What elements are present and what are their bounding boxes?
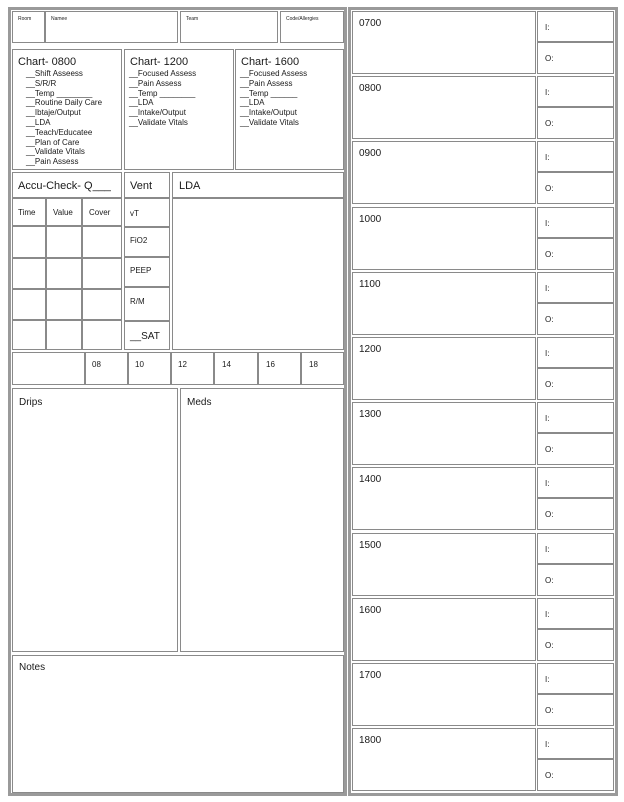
output-cell[interactable]	[537, 42, 614, 74]
time-label: 14	[222, 360, 231, 369]
output-label: O:	[545, 54, 554, 63]
output-cell[interactable]	[537, 759, 614, 791]
output-label: O:	[545, 250, 554, 259]
hour-cell[interactable]	[352, 467, 536, 530]
table-cell[interactable]	[82, 258, 122, 289]
intake-label: I:	[545, 219, 550, 228]
table-cell[interactable]	[82, 320, 122, 350]
time-label: 18	[309, 360, 318, 369]
notes-section[interactable]	[12, 655, 344, 793]
accucheck-title: Accu-Check- Q___	[18, 180, 111, 192]
hour-label: 1500	[359, 540, 382, 551]
hour-label: 1000	[359, 214, 382, 225]
vent-row-fio2[interactable]	[124, 227, 170, 257]
output-label: O:	[545, 184, 554, 193]
time-label: 08	[92, 360, 101, 369]
output-label: O:	[545, 119, 554, 128]
output-label: O:	[545, 380, 554, 389]
accucheck-col-time	[12, 198, 46, 226]
table-cell[interactable]	[12, 320, 46, 350]
checklist-item[interactable]: __Routine Daily Care	[26, 98, 103, 108]
intake-cell[interactable]	[537, 663, 614, 694]
chart-1200-section	[124, 49, 234, 170]
intake-cell[interactable]	[537, 141, 614, 172]
intake-cell[interactable]	[537, 467, 614, 498]
intake-cell[interactable]	[537, 598, 614, 629]
output-cell[interactable]	[537, 498, 614, 530]
vent-label-peep: PEEP	[130, 266, 152, 275]
table-cell[interactable]	[12, 226, 46, 258]
output-label: O:	[545, 576, 554, 585]
checklist-item[interactable]: __Temp ______	[240, 88, 298, 98]
chart-1600-section	[235, 49, 344, 170]
table-cell[interactable]	[12, 258, 46, 289]
table-cell[interactable]	[46, 320, 82, 350]
output-label: O:	[545, 510, 554, 519]
checklist-item[interactable]: __Ibtaje/Output	[26, 108, 81, 118]
checklist-item[interactable]: __Teach/Educatee	[26, 127, 93, 137]
drips-title: Drips	[19, 397, 43, 408]
output-cell[interactable]	[537, 238, 614, 270]
table-cell[interactable]	[82, 289, 122, 320]
table-cell[interactable]	[46, 289, 82, 320]
time-label: 12	[178, 360, 187, 369]
lda-notes-area[interactable]	[172, 198, 344, 350]
intake-cell[interactable]	[537, 728, 614, 759]
checklist-item[interactable]: __Plan of Care	[26, 137, 80, 147]
hour-cell[interactable]	[352, 76, 536, 139]
intake-label: I:	[545, 610, 550, 619]
output-cell[interactable]	[537, 433, 614, 465]
intake-label: I:	[545, 545, 550, 554]
intake-cell[interactable]	[537, 402, 614, 433]
output-cell[interactable]	[537, 303, 614, 335]
hour-label: 1600	[359, 605, 382, 616]
output-label: O:	[545, 706, 554, 715]
intake-cell[interactable]	[537, 337, 614, 368]
checklist-item[interactable]: __LDA	[240, 98, 265, 108]
hour-cell[interactable]	[352, 337, 536, 400]
hour-label: 1200	[359, 344, 382, 355]
hour-label: 0700	[359, 18, 382, 29]
intake-label: I:	[545, 284, 550, 293]
intake-label: I:	[545, 349, 550, 358]
name-label: Namee	[51, 16, 68, 22]
checklist-item[interactable]: __Validate Vitals	[129, 117, 188, 127]
intake-cell[interactable]	[537, 207, 614, 238]
checklist-item[interactable]: __Shift Asseess	[26, 69, 83, 78]
time-cell-18[interactable]	[301, 352, 344, 385]
intake-label: I:	[545, 740, 550, 749]
accucheck-col-cover	[82, 198, 122, 226]
room-field[interactable]	[12, 11, 45, 43]
time-label: 10	[135, 360, 144, 369]
time-cell-14[interactable]	[214, 352, 258, 385]
meds-section[interactable]	[180, 388, 344, 652]
output-cell[interactable]	[537, 694, 614, 726]
hour-cell[interactable]	[352, 728, 536, 791]
output-cell[interactable]	[537, 629, 614, 661]
time-cell-16[interactable]	[258, 352, 301, 385]
meds-title: Meds	[187, 397, 212, 408]
checklist-item[interactable]: __Pain Assess	[26, 157, 79, 167]
output-cell[interactable]	[537, 172, 614, 204]
room-label: Room	[18, 16, 32, 22]
time-cell-10[interactable]	[128, 352, 171, 385]
hour-label: 1700	[359, 670, 382, 681]
hour-cell[interactable]	[352, 11, 536, 74]
vent-label-vt: vT	[130, 209, 139, 218]
checklist-item[interactable]: __Temp ________	[26, 88, 93, 98]
checklist-item[interactable]: __Pain Assess	[240, 78, 293, 88]
table-cell[interactable]	[46, 258, 82, 289]
code-allergies-field[interactable]	[280, 11, 344, 43]
hour-cell[interactable]	[352, 272, 536, 335]
hour-label: 1100	[359, 279, 381, 290]
table-cell[interactable]	[82, 226, 122, 258]
chart-1200-title: Chart- 1200	[130, 56, 189, 68]
intake-label: I:	[545, 23, 550, 32]
table-cell[interactable]	[46, 226, 82, 258]
vent-label-fio2: FiO2	[130, 236, 148, 245]
checklist-item[interactable]: __Validate Vitals	[26, 147, 85, 157]
output-cell[interactable]	[537, 107, 614, 139]
hour-cell[interactable]	[352, 402, 536, 465]
intake-label: I:	[545, 414, 550, 423]
intake-cell[interactable]	[537, 272, 614, 303]
time-cell-12[interactable]	[171, 352, 214, 385]
hour-cell[interactable]	[352, 533, 536, 596]
hour-cell[interactable]	[352, 663, 536, 726]
chart-0800-section	[12, 49, 122, 170]
hour-label: 1300	[359, 409, 382, 420]
checklist-item[interactable]: __S/R/R	[26, 78, 57, 88]
vent-title: Vent	[130, 180, 153, 192]
hour-label: 1400	[359, 474, 382, 485]
intake-cell[interactable]	[537, 76, 614, 107]
accucheck-col-value	[46, 198, 82, 226]
hour-cell[interactable]	[352, 598, 536, 661]
intake-label: I:	[545, 675, 550, 684]
col-header-value: Value	[53, 208, 73, 217]
intake-label: I:	[545, 479, 550, 488]
output-cell[interactable]	[537, 564, 614, 596]
vent-row-rm[interactable]	[124, 287, 170, 321]
lda-header	[172, 172, 344, 198]
checklist-item[interactable]: __Intake/Output	[240, 108, 297, 118]
checklist-item[interactable]: __Pain Assess	[129, 78, 182, 88]
notes-title: Notes	[19, 662, 46, 673]
checklist-item[interactable]: __LDA	[129, 98, 154, 108]
hour-cell[interactable]	[352, 141, 536, 204]
output-label: O:	[545, 315, 554, 324]
checklist-item[interactable]: __Focused Assess	[240, 69, 308, 78]
vent-row-sat[interactable]	[124, 321, 170, 350]
team-field[interactable]	[180, 11, 278, 43]
intake-cell[interactable]	[537, 533, 614, 564]
table-cell[interactable]	[12, 289, 46, 320]
time-label: 16	[266, 360, 275, 369]
vent-row-peep[interactable]	[124, 257, 170, 287]
time-cell-08[interactable]	[85, 352, 128, 385]
checklist-item[interactable]: __Focused Assess	[129, 69, 197, 78]
hour-label: 1800	[359, 735, 382, 746]
accucheck-header	[12, 172, 122, 198]
hour-label: 0800	[359, 83, 382, 94]
chart-1600-title: Chart- 1600	[241, 56, 300, 68]
checklist-item[interactable]: __Validate Vitals	[240, 117, 299, 127]
intake-label: I:	[545, 153, 550, 162]
chart-0800-title: Chart- 0800	[18, 56, 77, 68]
intake-cell[interactable]	[537, 11, 614, 42]
times-row-label-cell[interactable]	[12, 352, 85, 385]
vent-label-rm: R/M	[130, 297, 145, 306]
checklist-item[interactable]: __Intake/Output	[129, 108, 186, 118]
team-label: Team	[186, 16, 199, 22]
output-label: O:	[545, 771, 554, 780]
output-label: O:	[545, 445, 554, 454]
vent-label-sat: __SAT	[130, 331, 160, 342]
vent-row-vt[interactable]	[124, 198, 170, 227]
output-label: O:	[545, 641, 554, 650]
checklist-item[interactable]: __LDA	[26, 117, 51, 127]
lda-title: LDA	[179, 180, 201, 192]
col-header-time: Time	[18, 208, 36, 217]
checklist-item[interactable]: __Temp ________	[129, 88, 196, 98]
drips-section[interactable]	[12, 388, 178, 652]
hour-cell[interactable]	[352, 207, 536, 270]
name-field[interactable]	[45, 11, 178, 43]
vent-header	[124, 172, 170, 198]
col-header-cover: Cover	[89, 208, 111, 217]
code-allergies-label: Code/Allergies	[286, 16, 319, 22]
intake-label: I:	[545, 88, 550, 97]
output-cell[interactable]	[537, 368, 614, 400]
hour-label: 0900	[359, 148, 382, 159]
